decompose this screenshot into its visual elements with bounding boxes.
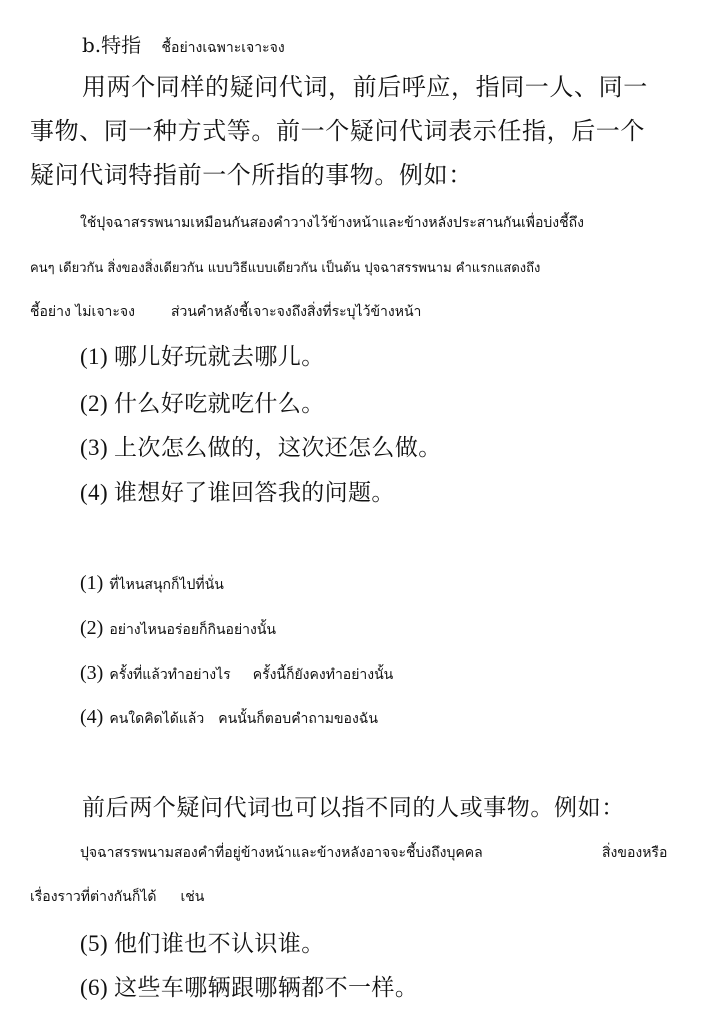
second-th-line-2-a: เรื่องราวที่ต่างกันก็ได้ [30,889,157,905]
example-th-4-num: (4) [80,706,104,728]
second-th-line-2-b: เช่น [180,889,205,905]
example-cn-6-num: (6) [80,975,109,1000]
second-cn-line: 前后两个疑问代词也可以指不同的人或事物。例如： [82,795,625,821]
second-th-line-1-a: ปุจฉาสรรพนามสองคำที่อยู่ข้างหน้าและข้างหลังอาจจะชี้บ่งถึงบุคคล [80,845,483,861]
example-cn-5 [80,929,325,959]
example-th-2-text: อย่างไหนอร่อยก็กินอย่างนั้น [109,622,276,638]
example-cn-5-num: (5) [80,931,109,956]
example-th-4-text2: คนนั้นก็ตอบคำถามของฉัน [218,711,378,727]
example-th-4-text: คนใดคิดได้แล้ว [109,711,205,727]
example-cn-1-num: (1) [80,344,109,369]
second-th-line-2 [30,887,204,907]
example-cn-6-text: 这些车哪辆跟哪辆都不一样。 [114,975,419,1001]
example-th-1 [80,569,224,598]
intro-th-line-3-b: ส่วนคำหลังชี้เจาะจงถึงสิ่งที่ระบุไว้ข้างหน้า [170,304,422,320]
intro-th-line-2: คนๆ เดียวกัน สิ่งของสิ่งเดียวกัน แบบวิธีแบบเดียวกัน เป็นต้น ปุจฉาสรรพนาม คำแรกแสดงถึง [30,261,541,276]
example-th-4 [80,703,378,732]
example-th-2-num: (2) [80,617,104,639]
example-cn-6 [80,973,418,1003]
example-cn-4 [80,478,395,508]
section-thai-label: ชื้อย่างเฉพาะเจาะจง [161,40,285,56]
intro-cn-line-2: 事物、同一种方式等。前一个疑问代词表示任指，后一个 [30,117,645,145]
example-cn-3-num: (3) [80,435,109,460]
example-cn-2 [80,389,325,419]
example-cn-3 [80,433,442,463]
example-cn-3-text: 上次怎么做的，这次还怎么做。 [114,435,442,461]
section-label: b.特指 [82,33,142,57]
example-th-2 [80,614,276,643]
example-cn-4-num: (4) [80,480,109,505]
example-cn-1-text: 哪儿好玩就去哪儿。 [114,344,325,370]
example-th-3 [80,659,393,688]
intro-cn-line-3: 疑问代词特指前一个所指的事物。例如： [30,161,473,189]
example-th-1-text: ที่ไหนสนุกก็ไปที่นั่น [109,577,224,593]
example-th-1-num: (1) [80,572,104,594]
intro-cn-line-1: 用两个同样的疑问代词，前后呼应，指同一人、同一 [82,73,648,101]
example-cn-1 [80,342,325,372]
example-th-3-text: ครั้งที่แล้วทำอย่างไร [109,667,231,683]
intro-th-line-1: ใช้ปุจฉาสรรพนามเหมือนกันสองคำวางไว้ข้างหน้าและข้างหลังประสานกันเพื่อบ่งชี้ถึง [80,215,584,231]
second-th-line-1-b: สิ่งของหรือ [602,845,668,861]
example-cn-5-text: 他们谁也不认识谁。 [114,931,325,957]
intro-th-line-3-a: ชี้อย่าง ไม่เจาะจง [30,304,135,320]
section-heading [82,33,285,60]
example-cn-2-text: 什么好吃就吃什么。 [114,391,325,417]
example-th-3-num: (3) [80,662,104,684]
example-cn-2-num: (2) [80,391,109,416]
intro-th-line-3 [30,302,421,322]
example-cn-4-text: 谁想好了谁回答我的问题。 [114,480,395,506]
example-th-3-text2: ครั้งนี้ก็ยังคงทำอย่างนั้น [252,667,394,683]
